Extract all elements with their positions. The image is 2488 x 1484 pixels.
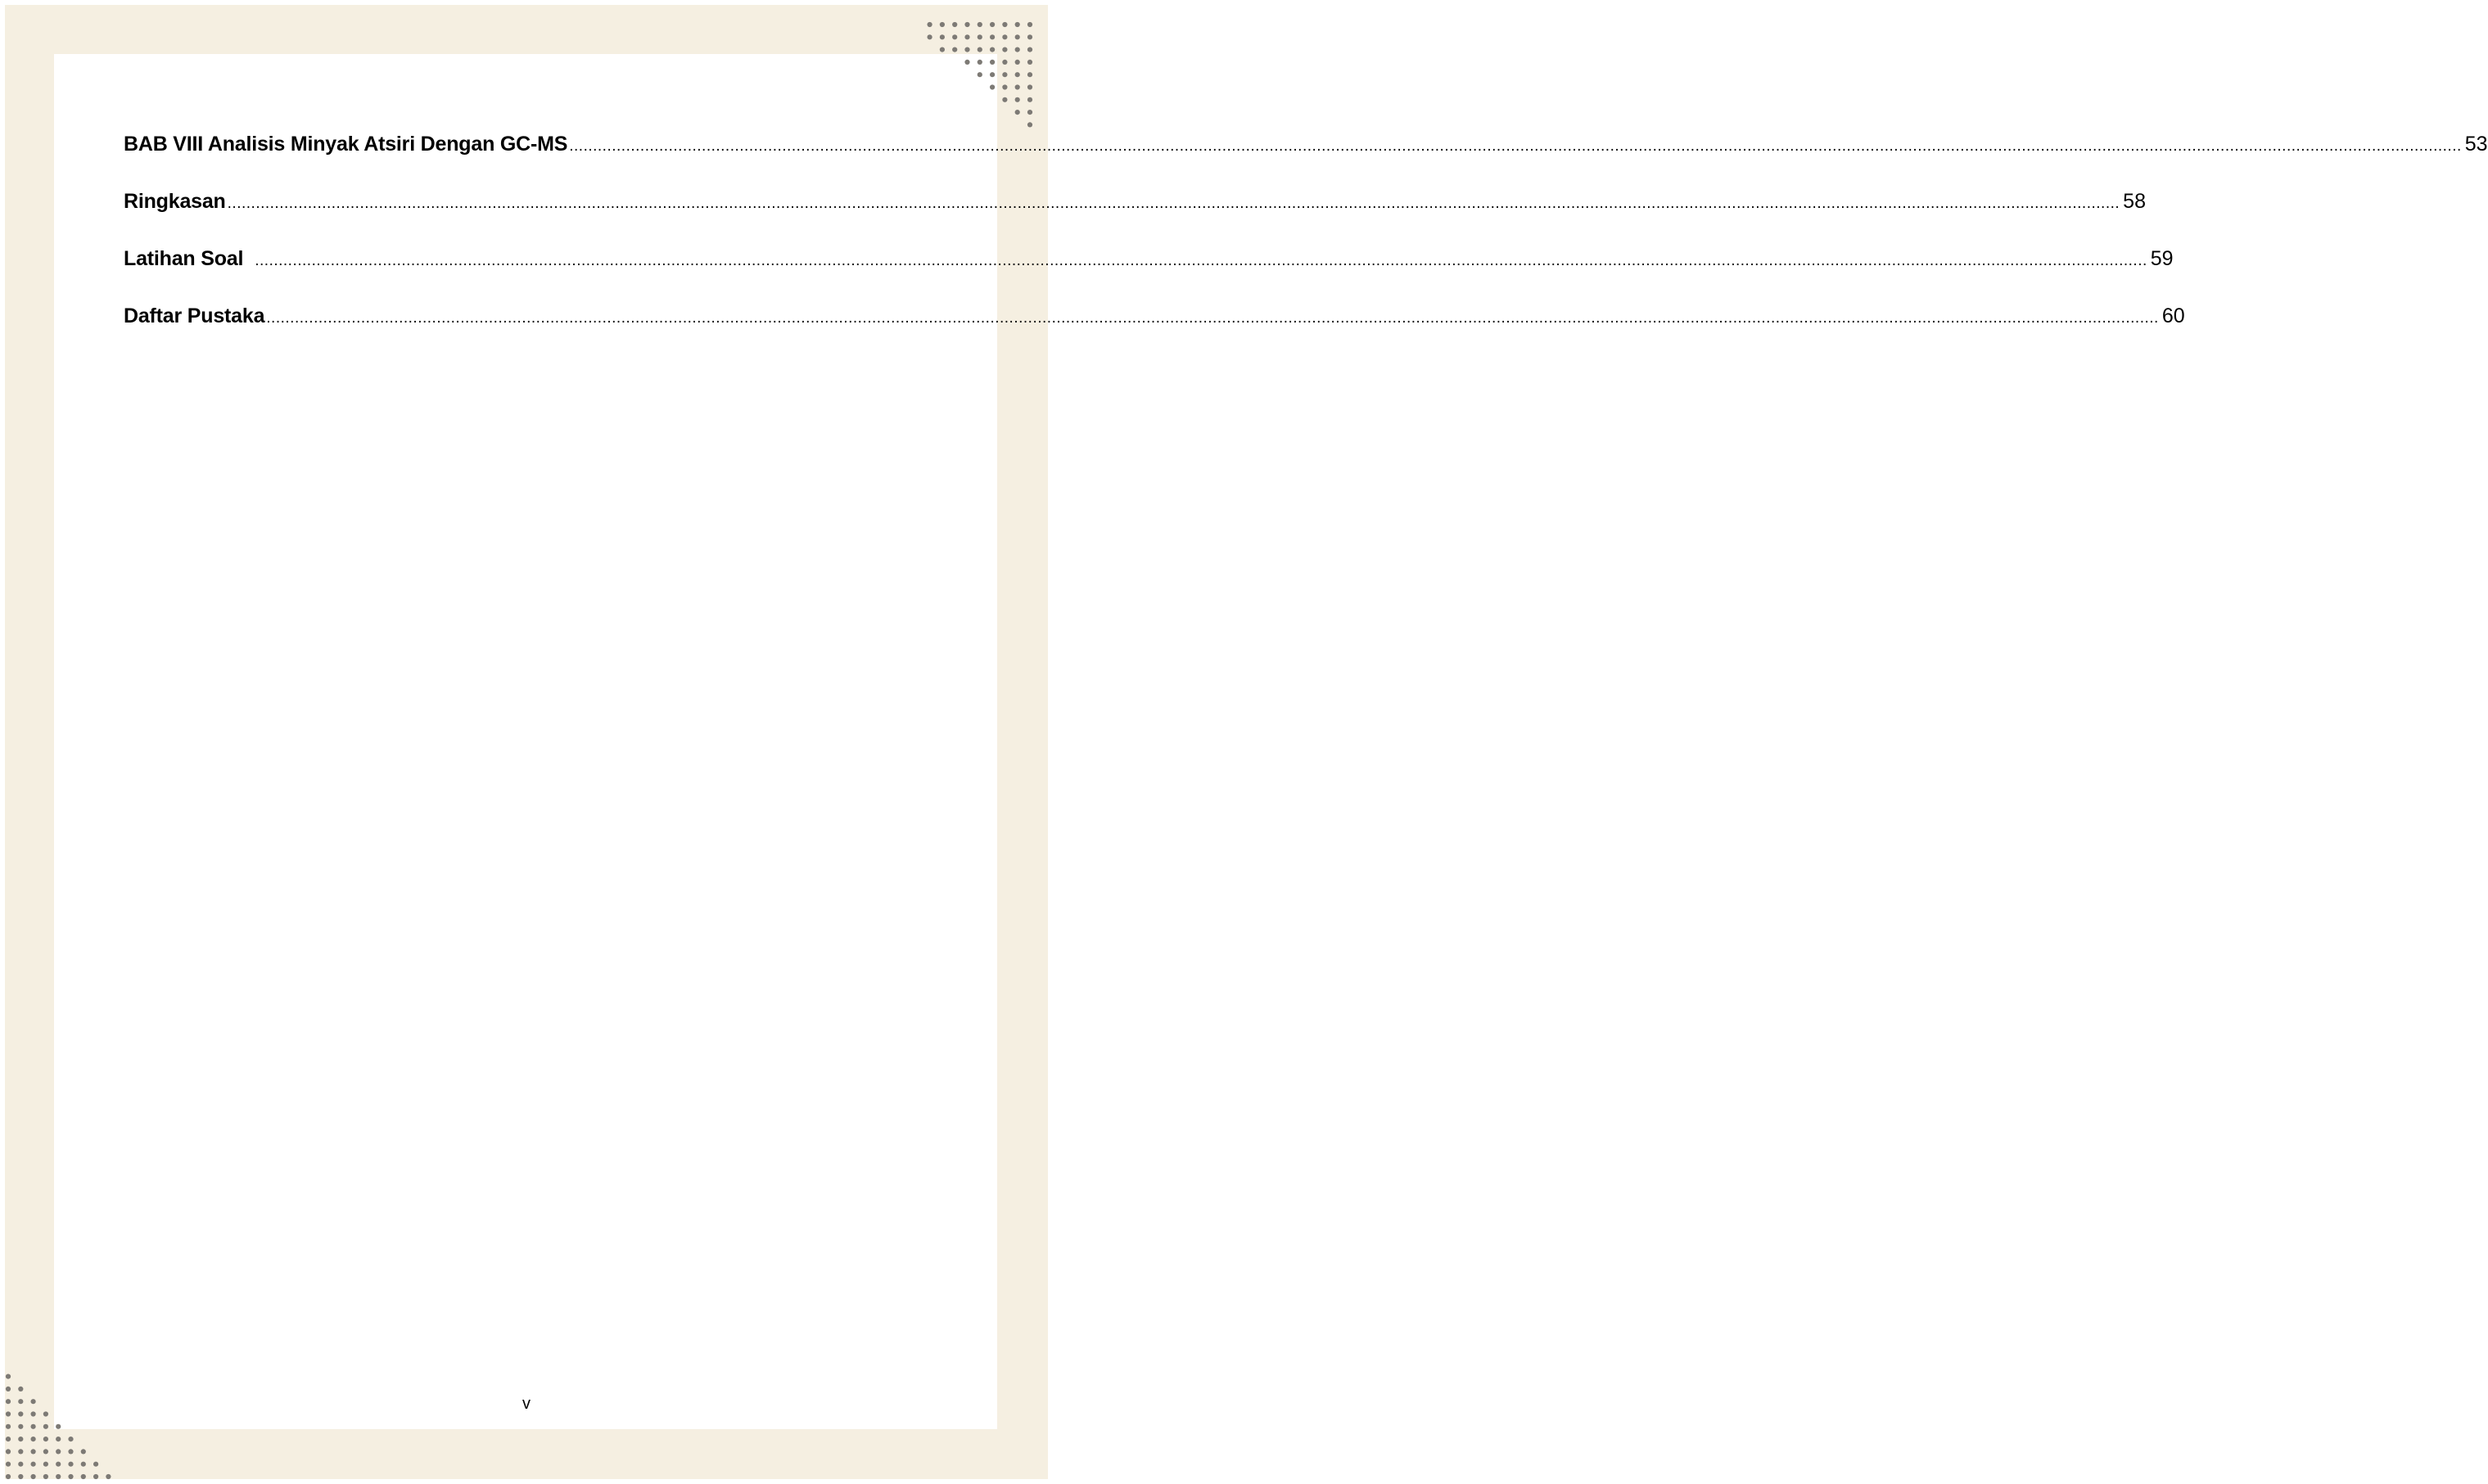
toc-entry[interactable] bbox=[124, 247, 2174, 270]
toc-entry-title: Ringkasan bbox=[124, 190, 226, 213]
toc-entry-title: Latihan Soal bbox=[124, 247, 244, 270]
toc-entry-page: 60 bbox=[2161, 304, 2185, 327]
toc-entry-title: Daftar Pustaka bbox=[124, 304, 265, 327]
toc-entry-page: 58 bbox=[2123, 190, 2146, 213]
table-of-contents bbox=[124, 133, 2488, 362]
toc-dot-leader: ................................................................................................................................................................................................................................................................................................................................................................................................................ bbox=[266, 309, 2159, 327]
toc-entry[interactable] bbox=[124, 190, 2146, 213]
toc-entry-title: BAB VIII Analisis Minyak Atsiri Dengan GC-MS bbox=[124, 133, 568, 156]
toc-dot-leader: ................................................................................................................................................................................................................................................................................................................................................................................................................ bbox=[255, 252, 2147, 269]
toc-dot-leader: ................................................................................................................................................................................................................................................................................................................................................................................................................ bbox=[569, 138, 2462, 155]
page-number: v bbox=[522, 1395, 531, 1413]
toc-entry[interactable] bbox=[124, 304, 2185, 327]
toc-dot-leader: ................................................................................................................................................................................................................................................................................................................................................................................................................ bbox=[227, 195, 2120, 212]
toc-entry-page: 53 bbox=[2464, 133, 2488, 156]
toc-entry[interactable] bbox=[124, 133, 2488, 156]
toc-entry-page: 59 bbox=[2150, 247, 2174, 270]
